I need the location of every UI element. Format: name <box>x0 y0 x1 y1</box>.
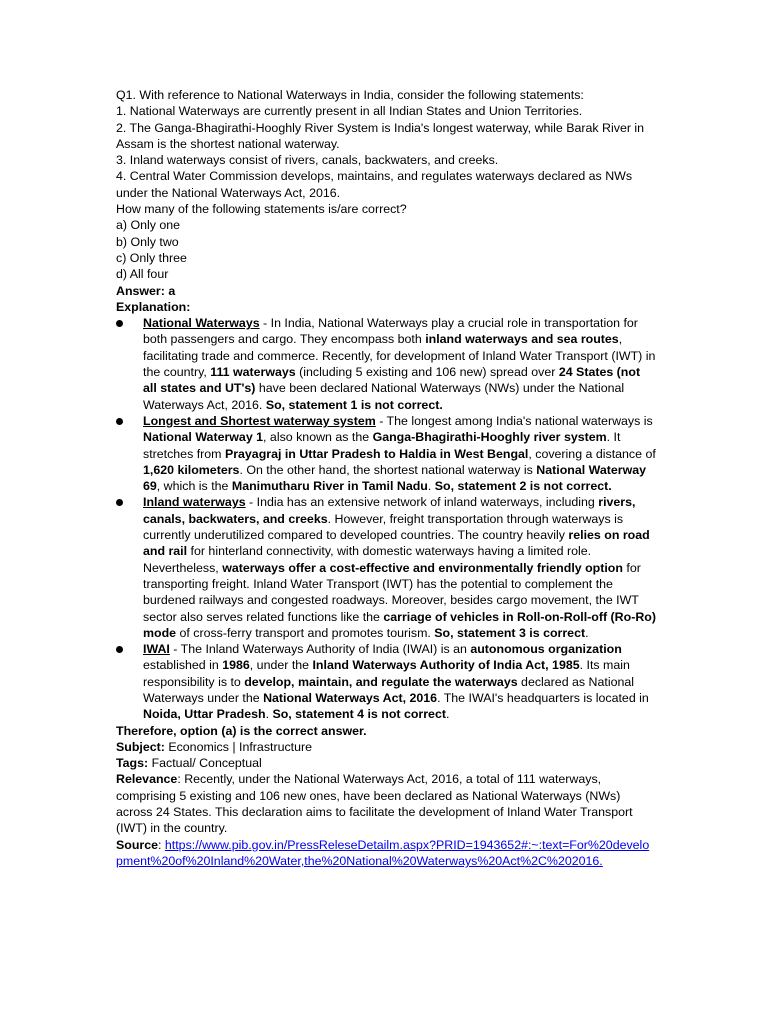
bullet-iwai: IWAI - The Inland Waterways Authority of India (IWAI) is an autonomous organization established in 1986, under the Inland Waterways Authority of India Act, 1985. Its main responsibility is to develop, maintain, and regulate the waterways declared as National Waterways under the National Waterways Act, 2016. The IWAI's headquarters is located in Noida, Uttar Pradesh. So, statement 4 is not correct. <box>116 641 656 722</box>
answer: Answer: a <box>116 283 176 298</box>
explanation-list <box>116 315 656 722</box>
document-page <box>116 87 656 869</box>
bullet-longest-shortest: Longest and Shortest waterway system - The longest among India's national waterways is National Waterway 1, also known as the Ganga-Bhagirathi-Hooghly river system. It stretches from Prayagraj in Uttar Pradesh to Haldia in West Bengal, covering a distance of 1,620 kilometers. On the other hand, the shortest national waterway is National Waterway 69, which is the Manimutharu River in Tamil Nadu. So, statement 2 is not correct. <box>116 413 656 494</box>
relevance: Relevance: Recently, under the National Waterways Act, 2016, a total of 111 waterways, comprising 5 existing and 106 new ones, have been declared as National Waterways (NWs) across 24 States. This declaration aims to facilitate the development of Inland Water Transport (IWT) in the country. <box>116 772 633 836</box>
bullet-title: Longest and Shortest waterway system <box>143 413 376 428</box>
source-link[interactable]: https://www.pib.gov.in/PressReleseDetailm.aspx?PRID=1943652#:~:text=For%20development%20of%20Inland%20Water,the%20National%20Waterways%20Act%2C%202016. <box>116 837 650 868</box>
question-stem: Q1. With reference to National Waterways in India, consider the following statements: <box>116 88 584 102</box>
conclusion: Therefore, option (a) is the correct answer. <box>116 723 367 738</box>
option-c: c) Only three <box>116 250 187 265</box>
bullet-icon <box>116 499 123 506</box>
question-prompt: How many of the following statements is/are correct? <box>116 202 407 217</box>
statement-4: 4. Central Water Commission develops, maintains, and regulates waterways declared as NWs under the National Waterways Act, 2016. <box>116 169 633 200</box>
source: Source: https://www.pib.gov.in/PressReleseDetailm.aspx?PRID=1943652#:~:text=For%20development%20of%20Inland%20Water,the%20National%20Waterways%20Act%2C%202016. <box>116 837 650 868</box>
option-b: b) Only two <box>116 234 179 249</box>
tags: Tags: Factual/ Conceptual <box>116 756 262 771</box>
bullet-icon <box>116 320 123 327</box>
explanation-heading: Explanation: <box>116 299 191 314</box>
bullet-national-waterways: National Waterways - In India, National Waterways play a crucial role in transportation for both passengers and cargo. They encompass both inland waterways and sea routes, facilitating trade and commerce. Recently, for development of Inland Water Transport (IWT) in the country, 111 waterways (including 5 existing and 106 new) spread over 24 States (not all states and UT's) have been declared National Waterways (NWs) under the National Waterways Act, 2016. So, statement 1 is not correct. <box>116 315 656 413</box>
statement-2: 2. The Ganga-Bhagirathi-Hooghly River System is India's longest waterway, while Barak River in Assam is the shortest national waterway. <box>116 120 645 151</box>
option-a: a) Only one <box>116 218 181 233</box>
option-d: d) All four <box>116 267 169 282</box>
statement-3: 3. Inland waterways consist of rivers, canals, backwaters, and creeks. <box>116 153 499 168</box>
bullet-title: National Waterways <box>143 316 260 331</box>
subject: Subject: Economics | Infrastructure <box>116 739 313 754</box>
bullet-icon <box>116 646 123 653</box>
bullet-icon <box>116 418 123 425</box>
statement-1: 1. National Waterways are currently present in all Indian States and Union Territories. <box>116 104 583 119</box>
bullet-inland-waterways: Inland waterways - India has an extensive network of inland waterways, including rivers, canals, backwaters, and creeks. However, freight transportation through waterways is currently underutilized compared to developed countries. The country heavily relies on road and rail for hinterland connectivity, with domestic waterways having a limited role. Nevertheless, waterways offer a cost-effective and environmentally friendly option for transporting freight. Inland Water Transport (IWT) has the potential to complement the burdened railways and congested roadways. Moreover, besides cargo movement, the IWT sector also serves related functions like the carriage of vehicles in Roll-on-Roll-off (Ro-Ro) mode of cross-ferry transport and promotes tourism. So, statement 3 is correct. <box>116 494 656 641</box>
bullet-title: IWAI <box>143 642 170 657</box>
bullet-title: Inland waterways <box>143 495 246 510</box>
